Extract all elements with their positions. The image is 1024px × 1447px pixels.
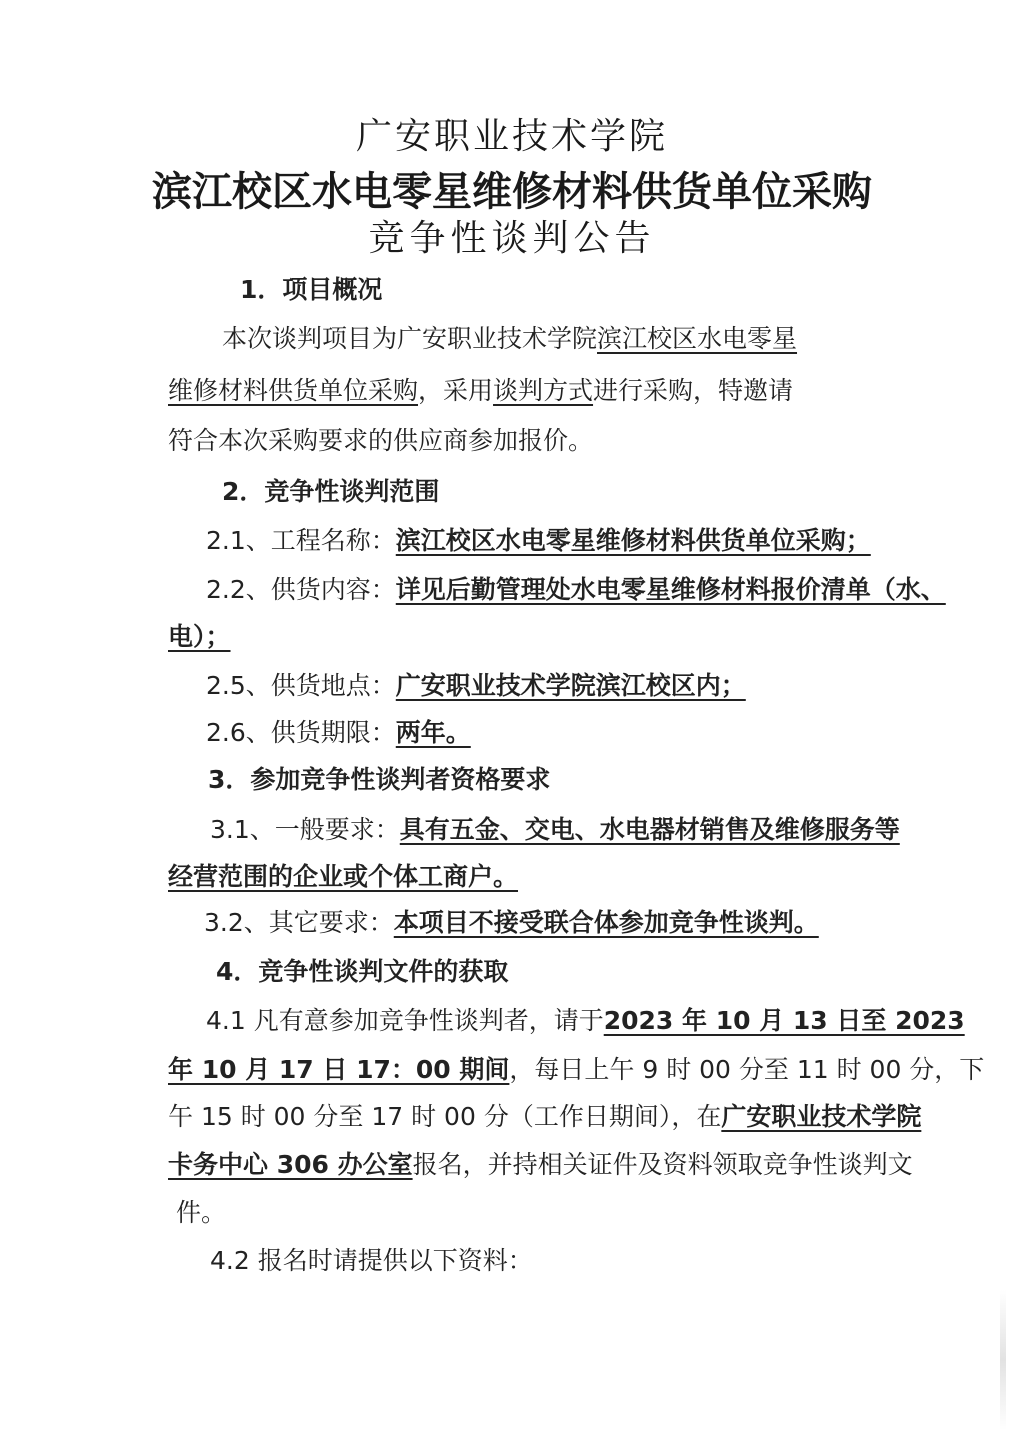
section-1-heading: 1．项目概况 [240, 275, 383, 304]
item-2-2-cont [168, 620, 888, 654]
item-4-1-hours-cont: 午 15 时 00 分至 17 时 00 分（工作日期间），在 [168, 1102, 722, 1131]
section-2-heading: 2．竞争性谈判范围 [222, 477, 440, 506]
item-4-1-line-3 [168, 1100, 922, 1134]
item-3-1-value: 具有五金、交电、水电器材销售及维修服务等 [399, 815, 900, 844]
item-2-5-label: 2.5、供货地点： [206, 671, 396, 700]
section-1-text: 进行采购，特邀请 [593, 376, 794, 405]
scan-edge-shadow [1000, 1290, 1006, 1430]
item-3-1-value-cont: 经营范围的企业或个体工商户。 [168, 862, 519, 891]
section-4-heading: 4．竞争性谈判文件的获取 [216, 957, 509, 986]
item-4-1-line-1 [206, 1004, 965, 1038]
item-3-1-label: 3.1、一般要求： [210, 815, 400, 844]
item-3-1 [210, 813, 930, 847]
item-3-2-label: 3.2、其它要求： [204, 908, 394, 937]
section-1-paragraph-line-1 [222, 322, 882, 356]
notice-title: 竞争性谈判公告 [368, 218, 656, 259]
item-4-1-line-2 [168, 1053, 985, 1087]
item-2-6-label: 2.6、供货期限： [206, 718, 396, 747]
item-2-5 [206, 669, 926, 703]
item-2-1 [206, 524, 926, 558]
section-1-project-name-cont: 维修材料供货单位采购 [168, 376, 419, 405]
section-1-paragraph-line-3: 符合本次采购要求的供应商参加报价。 [168, 426, 594, 455]
item-2-2-label: 2.2、供货内容： [206, 575, 396, 604]
project-title: 滨江校区水电零星维修材料供货单位采购 [152, 168, 872, 215]
item-4-1-instructions: 报名，并持相关证件及资料领取竞争性谈判文 [412, 1150, 913, 1179]
item-2-2-value: 详见后勤管理处水电零星维修材料报价清单（水、 [395, 575, 946, 604]
item-4-1-line-5: 件。 [176, 1198, 227, 1227]
item-2-6 [206, 716, 926, 750]
item-4-2: 4.2 报名时请提供以下资料： [210, 1246, 533, 1275]
section-1-text: 本次谈判项目为广安职业技术学院 [222, 324, 598, 353]
item-2-6-value: 两年。 [395, 718, 471, 747]
school-title: 广安职业技术学院 [355, 116, 668, 157]
section-3-heading: 3．参加竞争性谈判者资格要求 [208, 765, 551, 794]
item-4-1-date-start: 2023 年 10 月 13 日至 2023 [603, 1006, 965, 1035]
item-2-2-value-cont: 电）； [168, 622, 231, 651]
item-2-1-value: 滨江校区水电零星维修材料供货单位采购； [395, 526, 871, 555]
item-4-1-date-end: 年 10 月 17 日 17：00 期间 [168, 1055, 510, 1084]
item-3-1-cont [168, 860, 888, 894]
item-2-1-label: 2.1、工程名称： [206, 526, 396, 555]
item-3-2 [204, 906, 924, 940]
item-2-5-value: 广安职业技术学院滨江校区内； [395, 671, 746, 700]
item-4-1-text: 4.1 凡有意参加竞争性谈判者，请于 [206, 1006, 604, 1035]
item-4-1-location: 广安职业技术学院 [721, 1102, 922, 1131]
section-1-project-name: 滨江校区水电零星 [597, 324, 798, 353]
item-4-1-hours: ，每日上午 9 时 00 分至 11 时 00 分，下 [509, 1055, 985, 1084]
item-4-1-line-4 [168, 1148, 913, 1182]
item-2-2 [206, 573, 946, 607]
section-1-paragraph-line-2 [168, 374, 888, 408]
section-1-text: ，采用 [418, 376, 494, 405]
item-3-2-value: 本项目不接受联合体参加竞争性谈判。 [393, 908, 819, 937]
section-1-method: 谈判方式 [493, 376, 594, 405]
item-4-1-location-cont: 卡务中心 306 办公室 [168, 1150, 413, 1179]
